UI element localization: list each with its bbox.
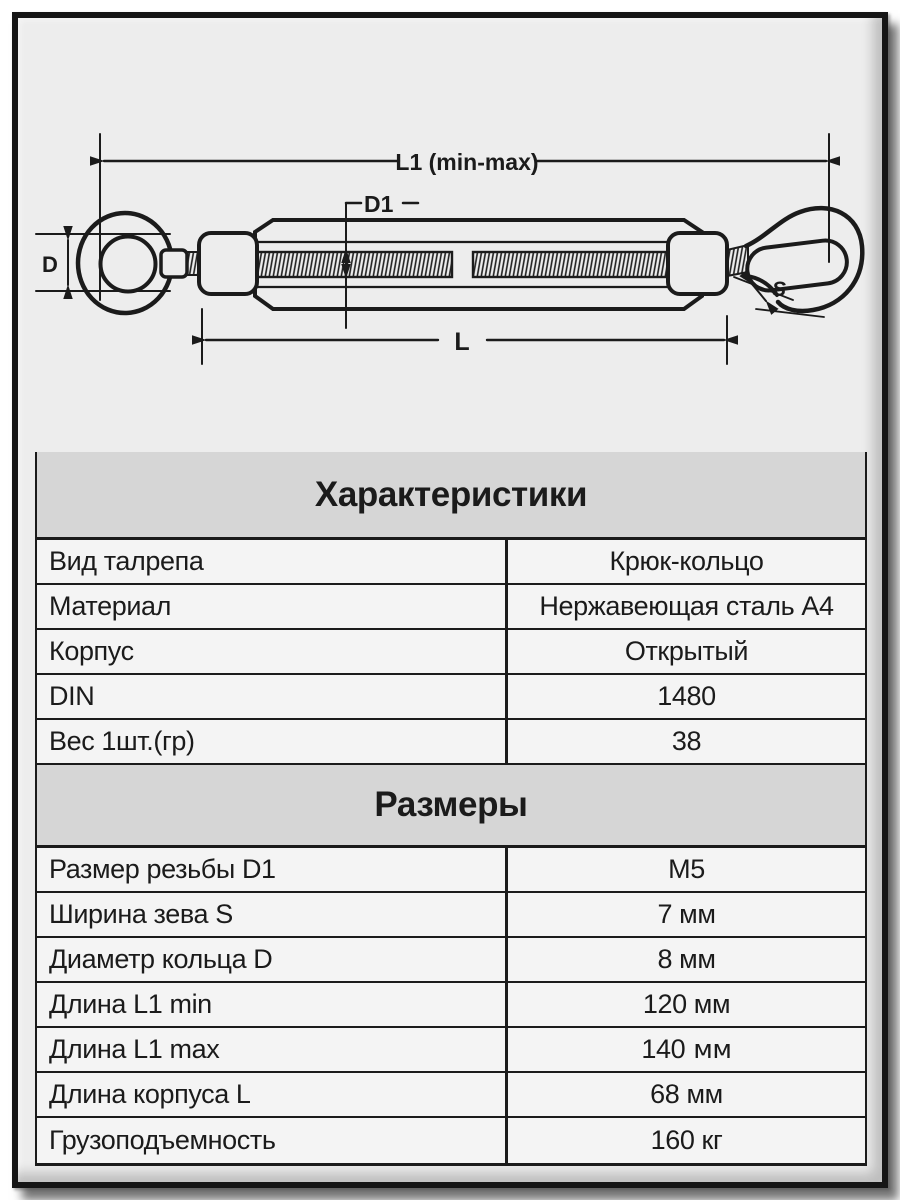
row-label [37,893,505,936]
row-value [505,630,865,673]
row-value-text: Нержавеющая сталь А4 [539,591,834,621]
row-label-text: Корпус [49,636,134,666]
row-value-text: Открытый [624,636,749,666]
threaded-rod-right [473,252,668,277]
row-value-text: М5 [668,854,705,884]
row-value-text: 120 мм [642,989,731,1019]
row-value-unit: мм [693,1034,732,1065]
dimension-label-l: L [454,328,470,356]
table-row [37,1073,865,1118]
section-title-sizes [37,765,865,848]
table-row [37,848,865,893]
row-label [37,938,505,981]
row-label [37,630,505,673]
row-value [505,983,865,1026]
table-row [37,983,865,1028]
table-row [37,630,865,675]
table-row [37,938,865,983]
dimension-label-s: S [772,278,787,301]
eye-ring [78,213,172,313]
row-label-text: Длина L1 max [49,1034,220,1064]
spec-table [35,452,867,1166]
row-label-text: Длина L1 min [49,989,212,1019]
table-row [37,540,865,585]
row-value-text: 68 мм [650,1079,723,1109]
row-value [505,585,865,628]
dimension-label-l1: L1 (min-max) [395,149,539,175]
product-card-frame [12,12,888,1188]
row-value [505,1073,865,1116]
section-title-text: Характеристики [314,474,588,514]
row-label [37,1118,505,1163]
row-value [505,938,865,981]
row-label-text: Диаметр кольца D [49,944,273,974]
row-label-text: DIN [49,681,95,711]
row-value [505,675,865,718]
row-label-text: Вид талрепа [49,546,204,576]
row-label [37,540,505,583]
table-row [37,1028,865,1073]
table-row [37,893,865,938]
table-row [37,675,865,720]
dimension-label-d1: D1 [364,191,394,217]
row-value [505,720,865,763]
row-label [37,675,505,718]
row-value [505,540,865,583]
right-nut [668,233,727,294]
table-row [37,585,865,630]
section-title-text: Размеры [374,785,528,824]
row-value-text: Крюк-кольцо [609,546,764,576]
section-title-characteristics [37,452,865,540]
row-label [37,983,505,1026]
row-value [505,1028,865,1071]
row-label-text: Вес 1шт.(гр) [49,726,195,756]
technical-drawing [18,18,882,452]
turnbuckle-body [199,220,727,309]
row-label-text: Ширина зева S [49,899,233,929]
row-value-text: 38 [671,726,702,756]
row-label [37,720,505,763]
row-value-text: 8 мм [657,944,716,974]
table-row [37,720,865,765]
row-value [505,848,865,891]
row-value [505,893,865,936]
row-label [37,1073,505,1116]
row-label [37,585,505,628]
row-value-text: 1480 [657,681,716,711]
row-label-text: Материал [49,591,171,621]
table-row [37,1118,865,1163]
card-inner-panel [18,18,882,1182]
row-label [37,1028,505,1071]
dimension-label-d: D [42,252,58,277]
left-shank [161,250,200,277]
row-label-text: Размер резьбы D1 [49,854,276,884]
hook [727,208,862,311]
row-value-text: 140 [641,1034,686,1064]
row-value-text: 160 кг [650,1125,723,1155]
left-nut [199,233,257,294]
row-label [37,848,505,891]
row-value-text: 7 мм [657,899,716,929]
row-value [505,1118,865,1163]
row-label-text: Длина корпуса L [49,1079,251,1109]
threaded-rod-left [257,252,452,277]
row-label-text: Грузоподъемность [49,1125,276,1155]
